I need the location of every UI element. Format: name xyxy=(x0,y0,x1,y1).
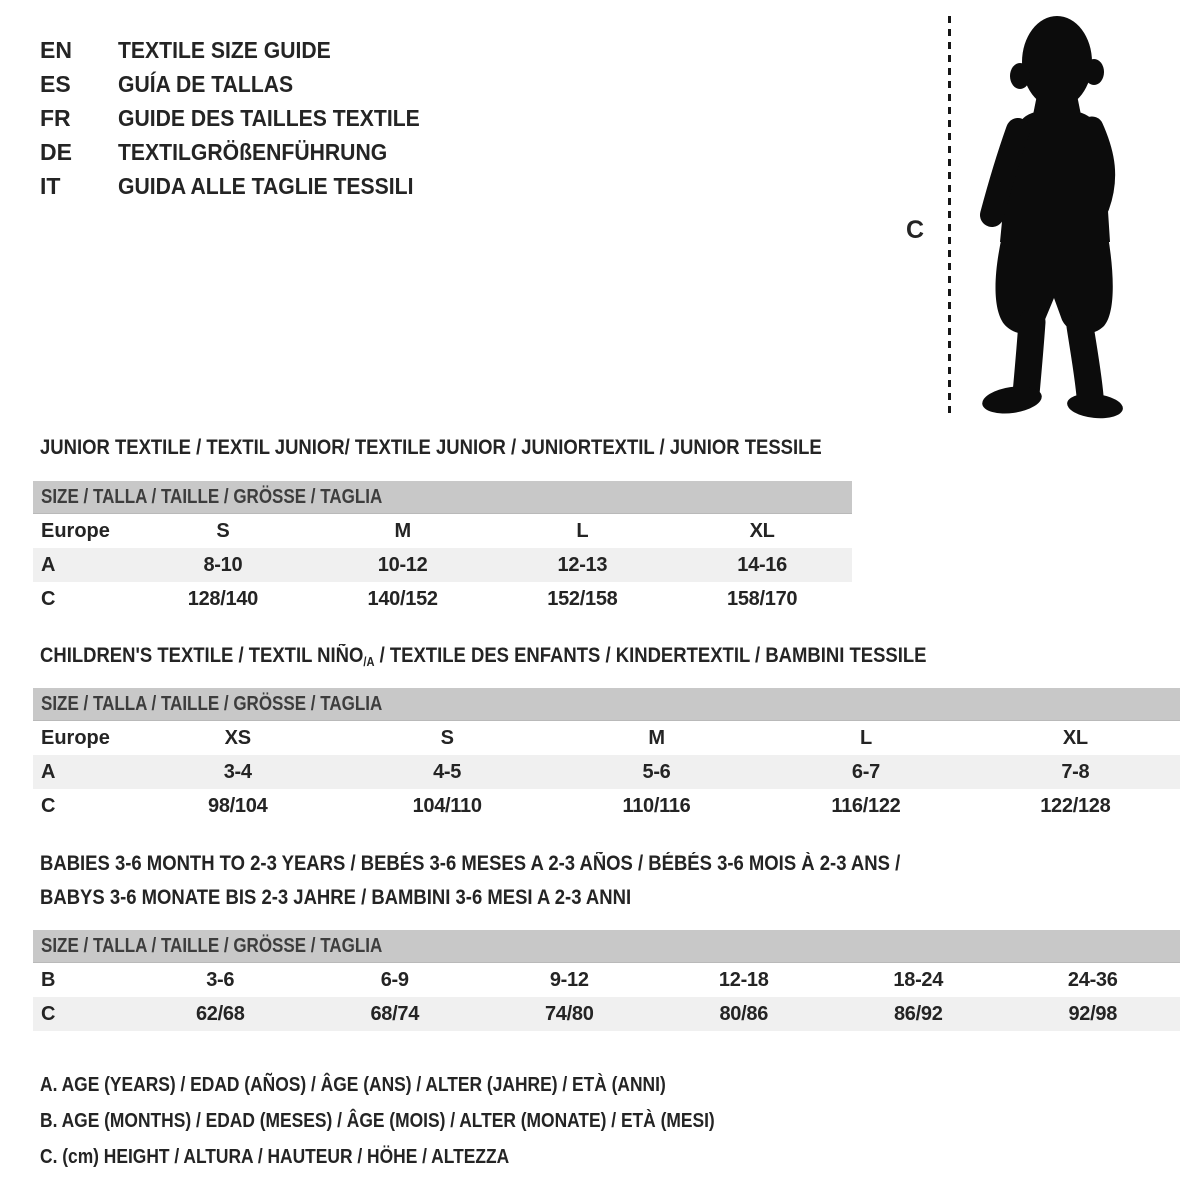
size-column-header: S xyxy=(216,519,230,542)
height-dashed-line xyxy=(948,16,951,416)
table-cell: 8-10 xyxy=(203,553,243,576)
language-title-list xyxy=(40,33,446,203)
row-label: A xyxy=(41,553,56,576)
size-header-text: SIZE / TALLA / TAILLE / GRÖSSE / TAGLIA xyxy=(41,692,383,715)
table-cell: 104/110 xyxy=(412,794,482,817)
junior-age-row xyxy=(33,548,852,582)
guide-title-es: GUÍA DE TALLAS xyxy=(118,70,294,97)
junior-height-row xyxy=(33,582,852,616)
babies-months-row xyxy=(33,963,1180,997)
table-cell: 68/74 xyxy=(370,1002,420,1025)
size-header-text: SIZE / TALLA / TAILLE / GRÖSSE / TAGLIA xyxy=(41,485,383,508)
guide-title-it: GUIDA ALLE TAGLIE TESSILI xyxy=(118,172,414,199)
table-cell: 92/98 xyxy=(1068,1002,1118,1025)
table-cell: 7-8 xyxy=(1061,760,1090,783)
table-cell: 122/128 xyxy=(1040,794,1111,817)
table-cell: 152/158 xyxy=(547,587,618,610)
table-cell: 18-24 xyxy=(893,968,944,991)
table-cell: 140/152 xyxy=(367,587,438,610)
height-measure-label: C xyxy=(906,216,925,244)
babies-size-table xyxy=(33,930,1180,1031)
table-cell: 12-13 xyxy=(557,553,608,576)
table-cell: 74/80 xyxy=(544,1002,594,1025)
size-header-text: SIZE / TALLA / TAILLE / GRÖSSE / TAGLIA xyxy=(41,934,383,957)
table-cell: 14-16 xyxy=(737,553,787,576)
table-cell: 80/86 xyxy=(719,1002,769,1025)
size-column-header: XL xyxy=(749,519,775,542)
junior-size-header-bar xyxy=(33,481,852,514)
size-column-header: XS xyxy=(224,726,251,749)
size-column-header: M xyxy=(394,519,411,542)
children-section-title: CHILDREN'S TEXTILE / TEXTIL NIÑO/A / TEXTILE DES ENFANTS / KINDERTEXTIL / BAMBINI TESSILE xyxy=(40,644,927,669)
babies-section-title-line1: BABIES 3-6 MONTH TO 2-3 YEARS / BEBÉS 3-6 MESES A 2-3 AÑOS / BÉBÉS 3-6 MOIS À 2-3 ANS / xyxy=(40,852,901,875)
children-size-header-bar xyxy=(33,688,1180,721)
row-label: C xyxy=(41,587,56,610)
legend-height-cm: C. (cm) HEIGHT / ALTURA / HAUTEUR / HÖHE / ALTEZZA xyxy=(40,1146,510,1168)
language-code: ES xyxy=(40,70,71,97)
language-row-es xyxy=(40,67,446,101)
table-cell: 98/104 xyxy=(208,794,268,817)
table-cell: 116/122 xyxy=(831,794,901,817)
toddler-silhouette-icon xyxy=(962,10,1142,420)
language-row-fr xyxy=(40,101,446,135)
table-cell: 86/92 xyxy=(893,1002,943,1025)
table-cell: 158/170 xyxy=(727,587,798,610)
table-cell: 24-36 xyxy=(1067,968,1118,991)
language-row-de xyxy=(40,135,446,169)
children-height-row xyxy=(33,789,1180,823)
table-cell: 3-4 xyxy=(223,760,252,783)
legend-age-years: A. AGE (YEARS) / EDAD (AÑOS) / ÂGE (ANS) / ALTER (JAHRE) / ETÀ (ANNI) xyxy=(40,1074,666,1096)
table-cell: 5-6 xyxy=(642,760,671,783)
junior-columns-row xyxy=(33,514,852,548)
junior-size-table xyxy=(33,481,852,616)
table-cell: 128/140 xyxy=(187,587,258,610)
children-age-row xyxy=(33,755,1180,789)
size-column-header: L xyxy=(859,726,872,749)
size-column-header: M xyxy=(648,726,665,749)
legend-age-months: B. AGE (MONTHS) / EDAD (MESES) / ÂGE (MOIS) / ALTER (MONATE) / ETÀ (MESI) xyxy=(40,1110,715,1132)
guide-title-de: TEXTILGRÖßENFÜHRUNG xyxy=(118,138,388,165)
table-cell: 4-5 xyxy=(433,760,462,783)
size-column-header: L xyxy=(576,519,589,542)
language-row-it xyxy=(40,169,446,203)
row-label: C xyxy=(41,1002,56,1025)
language-code: EN xyxy=(40,36,72,63)
table-cell: 10-12 xyxy=(377,553,428,576)
children-columns-row xyxy=(33,721,1180,755)
size-column-header: XL xyxy=(1062,726,1088,749)
language-code: FR xyxy=(40,104,71,131)
region-label: Europe xyxy=(41,519,110,542)
junior-section-title: JUNIOR TEXTILE / TEXTIL JUNIOR/ TEXTILE JUNIOR / JUNIORTEXTIL / JUNIOR TESSILE xyxy=(40,436,822,459)
babies-height-row xyxy=(33,997,1180,1031)
row-label: C xyxy=(41,794,56,817)
table-cell: 110/116 xyxy=(622,794,691,817)
row-label: A xyxy=(41,760,56,783)
row-label: B xyxy=(41,968,56,991)
table-cell: 9-12 xyxy=(549,968,589,991)
language-code: DE xyxy=(40,138,72,165)
babies-section-title-line2: BABYS 3-6 MONATE BIS 2-3 JAHRE / BAMBINI 3-6 MESI A 2-3 ANNI xyxy=(40,886,632,909)
table-cell: 62/68 xyxy=(195,1002,245,1025)
size-column-header: S xyxy=(440,726,454,749)
language-row-en xyxy=(40,33,446,67)
babies-size-header-bar xyxy=(33,930,1180,963)
table-cell: 3-6 xyxy=(206,968,235,991)
guide-title-en: TEXTILE SIZE GUIDE xyxy=(118,36,331,63)
children-size-table xyxy=(33,688,1180,823)
table-cell: 6-9 xyxy=(380,968,409,991)
nino-a-subscript: /A xyxy=(363,654,375,669)
region-label: Europe xyxy=(41,726,110,749)
table-cell: 12-18 xyxy=(718,968,769,991)
language-code: IT xyxy=(40,172,61,199)
table-cell: 6-7 xyxy=(851,760,880,783)
guide-title-fr: GUIDE DES TAILLES TEXTILE xyxy=(118,104,420,131)
